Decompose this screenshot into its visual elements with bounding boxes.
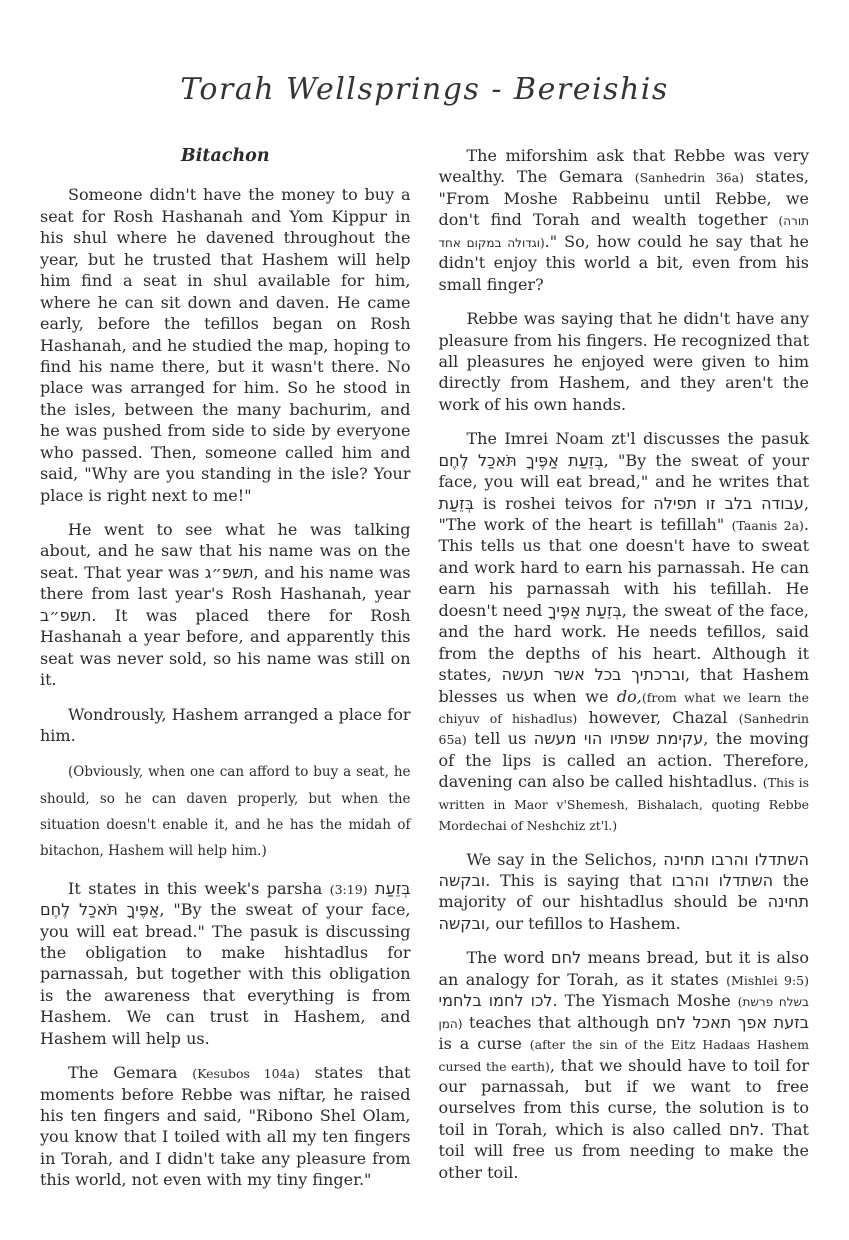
citation-run: (Kesubos 104a) <box>192 1066 300 1082</box>
text-run <box>368 879 375 898</box>
paragraph <box>439 308 810 415</box>
citation-run: (Taanis 2a) <box>731 518 804 533</box>
paragraph <box>439 849 810 935</box>
paragraph <box>439 428 810 835</box>
right-column-text <box>439 145 810 1183</box>
paragraph <box>439 947 810 1183</box>
text-run: The Gemara <box>68 1063 193 1083</box>
hebrew-text-run: השתדלו והרבו <box>671 871 774 890</box>
text-run: Someone didn't have the money to buy a seat for Rosh Hashanah and Yom Kippur in his shul where he davened throughout the year, but he trusted that Hashem will help him find a seat in shul available for him, where he can sit down and daven. He came early, before the tefillos began on Rosh Hashanah, and he studied the map, hoping to find his name there, but it wasn't there. No place was arranged for him. So he stood in the isles, between the many bachurim, and he was pushed from side to side by everyone who passed. Then, someone called him and said, "Why are you standing in the isle? Your place is right next to me!" <box>40 185 411 505</box>
text-run: however, Chazal <box>577 707 739 727</box>
text-run: teaches that although <box>462 1012 656 1032</box>
text-run: do, <box>616 686 642 706</box>
hebrew-text-run: לחם <box>551 948 582 968</box>
citation-run: (This is written in Maor v'Shemesh, Bishalach, quoting Rebbe Mordechai of Neshchiz zt'l.) <box>438 775 809 834</box>
paragraph <box>40 759 411 864</box>
text-run: states, "From Moshe Rabbeinu until Rebbe, we don't find Torah and wealth together <box>438 167 810 230</box>
text-run: , that we should have to toil for our parnassah, but if we want to free ourselves from this curse, the solution is to toil in Torah, which is also called <box>438 1055 809 1139</box>
citation-run: (Sanhedrin 65a) <box>438 710 810 748</box>
text-run: , "By the sweat of your face, you will eat bread," and he writes that <box>438 450 809 492</box>
text-run: , that Hashem blesses us when we <box>438 665 810 706</box>
text-run: . That toil will free us from needing to make the other toil. <box>438 1119 809 1182</box>
paragraph <box>40 1062 411 1191</box>
hebrew-text-run: בְּזֵעַת אַפֶּיךָ תֹּאכַל לֶחֶם <box>40 878 411 920</box>
text-run: the majority of our hishtadlus should be <box>438 871 810 912</box>
text-run: (Obviously, when one can afford to buy a seat, he should, so he can daven properly, but when the situation doesn't enable it, and he has the midah of bitachon, Hashem will help him.) <box>40 764 411 860</box>
paragraph <box>40 184 411 506</box>
hebrew-text-run: לחם <box>729 1119 760 1139</box>
paragraph <box>40 519 411 691</box>
text-run: , the sweat of the face, and the hard work. He needs tefillos, said from the depths of his heart. Although it states, <box>438 600 810 685</box>
text-run: The Imrei Noam zt'l discusses the pasuk <box>466 429 809 449</box>
hebrew-text-run: תשפ״ג <box>204 562 254 582</box>
text-run: , "The work of the heart is tefillah" <box>438 493 809 534</box>
text-run: Rebbe was saying that he didn't have any pleasure from his fingers. He recognized that all pleasures he enjoyed were given to him directly from Hashem, and they aren't the work of his own hands. <box>438 309 809 414</box>
text-run: , the moving of the lips is called an action. Therefore, davening can also be called hishtadlus. <box>438 729 809 792</box>
text-run: means bread, but it is also an analogy for Torah, as it states <box>438 948 809 989</box>
hebrew-text-run: וברכתיך בכל אשר תעשה <box>501 665 685 685</box>
citation-run: (after the sin of the Eitz Hadaas Hashem cursed the earth) <box>438 1037 809 1074</box>
hebrew-text-run: בְּזֵעַת אַפֶּיךָ תֹּאכַל לֶחֶם <box>438 450 604 470</box>
right-column <box>439 145 810 1196</box>
text-run: states that moments before Rebbe was niftar, he raised his ten fingers and said, "Ribono Shel Olam, you know that I toiled with all my ten fingers in Torah, and I didn't take any pleasure from this world, not even with my tiny finger." <box>40 1063 411 1190</box>
hebrew-text-run: השתדלו והרבו תחינה ובקשה <box>438 849 809 890</box>
paragraph <box>40 878 411 1050</box>
text-run: Wondrously, Hashem arranged a place for him. <box>40 704 411 745</box>
hebrew-text-run: תשפ״ב <box>40 605 92 625</box>
text-run: He went to see what he was talking about, and he saw that his name was on the seat. That year was <box>40 520 411 582</box>
hebrew-text-run: (בשלח פרשת המן) <box>438 995 809 1031</box>
text-run: . The Yismach Moshe <box>552 991 738 1011</box>
text-run: , and his name was there from last year's Rosh Hashanah, year <box>40 562 411 604</box>
text-run: The miforshim ask that Rebbe was very wealthy. The Gemara <box>438 146 809 187</box>
hebrew-text-run: עבודה בלב זו תפילה <box>653 493 804 513</box>
paragraph <box>439 145 810 295</box>
text-run: The word <box>466 948 552 968</box>
paragraph <box>40 704 411 747</box>
text-run: is a curse <box>438 1034 530 1054</box>
text-run: We say in the Selichos, <box>466 849 664 869</box>
hebrew-text-run: לכו לחמו בלחמי <box>438 991 553 1011</box>
left-column <box>40 145 411 1204</box>
citation-run: (Mishlei 9:5) <box>726 972 809 988</box>
hebrew-text-run: (תורה וגדולה במקום אחד) <box>438 214 809 250</box>
hebrew-text-run: בְּזֵעַת אַפֶּיךָ <box>547 600 622 620</box>
hebrew-text-run: תחינה ובקשה <box>438 892 809 933</box>
text-run: , "By the sweat of your face, you will eat bread." The pasuk is discussing the obligation to make hishtadlus for parnassah, but together with this obligation is the awareness that everything is from Hashem. We can trust in Hashem, and Hashem will help us. <box>40 900 411 1048</box>
text-run: tell us <box>466 729 534 749</box>
text-run: . This is saying that <box>485 871 672 890</box>
citation-run: (from what we learn the chiyuv of hishadlus) <box>438 689 809 726</box>
citation-run: (3:19) <box>329 881 368 897</box>
page-title: Torah Wellsprings - Bereishis <box>180 72 669 107</box>
two-column-layout <box>40 145 809 1204</box>
section-heading-bitachon: Bitachon <box>180 146 270 166</box>
text-run: , our tefillos to Hashem. <box>485 913 681 933</box>
text-run: ." So, how could he say that he didn't enjoy this world a bit, even from his small finger? <box>438 231 809 294</box>
left-column-text <box>40 184 411 1190</box>
hebrew-text-run: בזעת אפך תאכל לחם <box>655 1012 809 1032</box>
hebrew-text-run: עקימת שפתיו הוי מעשה <box>533 729 704 749</box>
text-run: . This tells us that one doesn't have to sweat and work hard to earn his parnassah. He can earn his parnassah with his tefillah. He doesn't need <box>438 515 810 620</box>
text-run: It states in this week's parsha <box>68 878 330 898</box>
text-run: . It was placed there for Rosh Hashanah a year before, and apparently this seat was never sold, so his name was still on it. <box>40 605 411 690</box>
text-run: is roshei teivos for <box>473 493 654 513</box>
hebrew-text-run: בְּזֵעַת <box>438 493 474 513</box>
citation-run: (Sanhedrin 36a) <box>634 170 744 186</box>
